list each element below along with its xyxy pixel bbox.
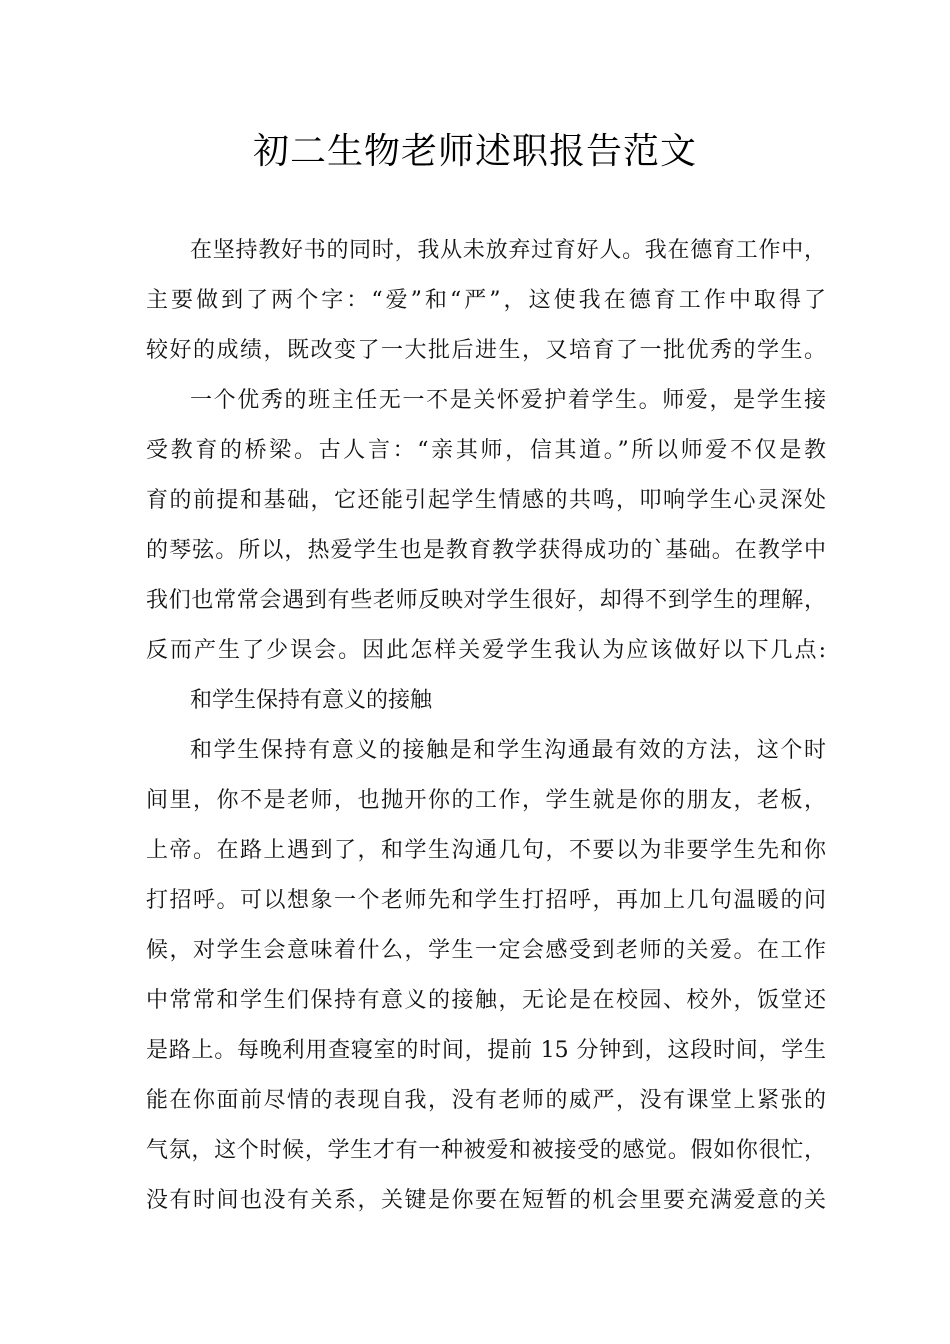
body-line: 上帝。在路上遇到了，和学生沟通几句，不要以为非要学生先和你 xyxy=(146,838,826,863)
document-body xyxy=(146,226,826,1226)
body-line: 的琴弦。所以，热爱学生也是教育教学获得成功的`基础。在教学中 xyxy=(146,538,826,563)
body-line: 反而产生了少误会。因此怎样关爱学生我认为应该做好以下几点: xyxy=(146,638,826,663)
body-line: 是路上。每晚利用查寝室的时间，提前 15 分钟到，这段时间，学生 xyxy=(146,1038,826,1063)
body-line: 能在你面前尽情的表现自我，没有老师的威严，没有课堂上紧张的 xyxy=(146,1088,826,1113)
document-title: 初二生物老师述职报告范文 xyxy=(252,131,697,172)
body-line: 和学生保持有意义的接触是和学生沟通最有效的方法，这个时 xyxy=(190,738,826,763)
section-heading: 和学生保持有意义的接触 xyxy=(190,688,433,713)
body-line: 气氛，这个时候，学生才有一种被爱和被接受的感觉。假如你很忙， xyxy=(146,1138,826,1163)
body-line: 候，对学生会意味着什么，学生一定会感受到老师的关爱。在工作 xyxy=(146,938,826,963)
body-line: 一个优秀的班主任无一不是关怀爱护着学生。师爱，是学生接 xyxy=(190,388,826,413)
body-line: 育的前提和基础，它还能引起学生情感的共鸣，叩响学生心灵深处 xyxy=(146,488,826,513)
body-line: 间里，你不是老师，也抛开你的工作，学生就是你的朋友，老板， xyxy=(146,788,826,813)
body-line: 在坚持教好书的同时，我从未放弃过育好人。我在德育工作中， xyxy=(190,238,826,263)
body-line: 中常常和学生们保持有意义的接触，无论是在校园、校外，饭堂还 xyxy=(146,988,826,1013)
body-line: 打招呼。可以想象一个老师先和学生打招呼，再加上几句温暖的问 xyxy=(146,888,826,913)
body-line: 较好的成绩，既改变了一大批后进生，又培育了一批优秀的学生。 xyxy=(146,338,826,363)
body-line: 我们也常常会遇到有些老师反映对学生很好，却得不到学生的理解， xyxy=(146,588,826,613)
body-line: 没有时间也没有关系，关键是你要在短暂的机会里要充满爱意的关 xyxy=(146,1188,826,1213)
body-line: 受教育的桥梁。古人言：“亲其师，信其道。”所以师爱不仅是教 xyxy=(146,438,826,463)
body-line: 主要做到了两个字：“爱”和“严”，这使我在德育工作中取得了 xyxy=(146,288,826,313)
